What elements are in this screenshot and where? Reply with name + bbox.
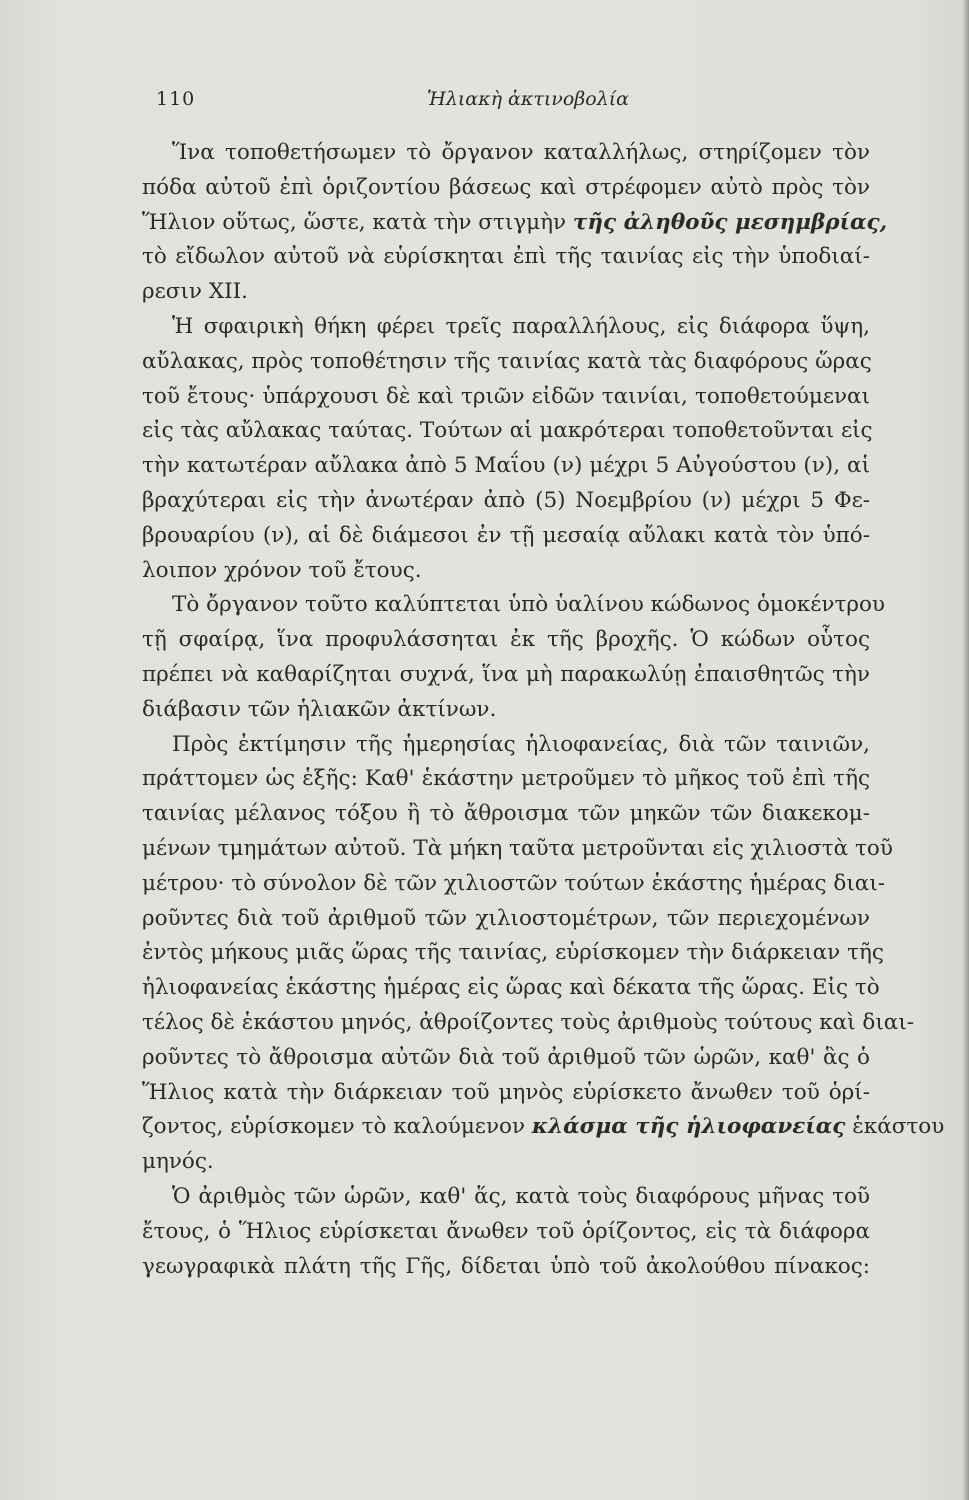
text-run: γεωγραφικὰ πλάτη τῆς Γῆς, δίδεται ὑπὸ τοῦ ἀκολούθου πίνακος: [142, 1253, 870, 1279]
text-line [142, 1215, 870, 1250]
text-run: ἐντὸς μήκους μιᾶς ὥρας τῆς ταινίας, εὑρίσκομεν τὴν διάρκειαν τῆς [142, 940, 884, 966]
text-run: λοιπον χρόνον τοῦ ἔτους. [142, 557, 422, 583]
text-line [142, 484, 870, 519]
text-line [142, 449, 870, 484]
text-run: Ἥλιος κατὰ τὴν διάρκειαν τοῦ μηνὸς εὑρίσκετο ἄνωθεν τοῦ ὁρί- [142, 1079, 870, 1105]
running-head [142, 88, 874, 118]
text-run: ἡλιοφανείας ἑκάστης ἡμέρας εἰς ὥρας καὶ δέκατα τῆς ὥρας. Εἰς τὸ [142, 975, 880, 1001]
text-run: τέλος δὲ ἑκάστου μηνός, ἀθροίζοντες τοὺς ἀριθμοὺς τούτους καὶ διαι- [142, 1009, 915, 1035]
text-run: ροῦντες διὰ τοῦ ἀριθμοῦ τῶν χιλιοστομέτρων, τῶν περιεχομένων [142, 905, 870, 931]
text-line [142, 310, 870, 345]
text-line [142, 1250, 870, 1285]
text-run: ἑκάστου [845, 1114, 945, 1140]
text-line [142, 1076, 870, 1111]
text-run: πρέπει νὰ καθαρίζηται συχνά, ἵνα μὴ παρακωλύῃ ἐπαισθητῶς τὴν [142, 661, 870, 687]
text-line [142, 728, 870, 763]
text-run: Ἥλιον οὕτως, ὥστε, κατὰ τὴν στιγμὴν [142, 209, 573, 235]
text-line [142, 832, 893, 867]
text-line [142, 1145, 870, 1180]
text-run: ροῦντες τὸ ἄθροισμα αὐτῶν διὰ τοῦ ἀριθμοῦ τῶν ὡρῶν, καθ' ἃς ὁ [142, 1044, 870, 1070]
text-run: Ἡ σφαιρικὴ θήκη φέρει τρεῖς παραλλήλους, εἰς διάφορα ὕψη, [172, 313, 870, 339]
text-line [142, 658, 870, 693]
text-line [142, 171, 870, 206]
text-run: μέτρου· τὸ σύνολον δὲ τῶν χιλιοστῶν τούτων ἑκάστης ἡμέρας διαι- [142, 870, 886, 896]
text-line [142, 275, 870, 310]
text-run: ζοντος, εὑρίσκομεν τὸ καλούμενον [142, 1114, 532, 1140]
text-run: Ἵνα τοποθετήσωμεν τὸ ὄργανον καταλλήλως, στηρίζομεν τὸν [172, 140, 870, 165]
body-text [142, 136, 945, 1284]
text-run: μηνός. [142, 1149, 214, 1175]
text-run: τοῦ ἔτους· ὑπάρχουσι δὲ καὶ τριῶν εἰδῶν ταινίαι, τοποθετούμεναι [142, 383, 870, 409]
text-line [142, 136, 870, 171]
text-line [142, 554, 870, 589]
text-run: ρεσιν XII. [142, 279, 248, 305]
text-run: αὔλακας, πρὸς τοποθέτησιν τῆς ταινίας κατὰ τὰς διαφόρους ὥρας [142, 348, 872, 374]
text-line [142, 345, 870, 380]
page-number: 110 [156, 88, 196, 110]
text-line [142, 588, 885, 623]
text-run: βρουαρίου (ν), αἱ δὲ διάμεσοι ἐν τῇ μεσαίᾳ αὔλακι κατὰ τὸν ὑπό- [142, 522, 870, 548]
text-line [142, 936, 884, 971]
text-line [142, 693, 870, 728]
text-line [142, 797, 870, 832]
emphasized-text: τῆς ἀληθοῦς μεσημβρίας, [572, 209, 888, 235]
text-line [142, 762, 870, 797]
text-run: διάβασιν τῶν ἡλιακῶν ἀκτίνων. [142, 696, 497, 722]
text-line [142, 1006, 915, 1041]
text-run: ἔτους, ὁ Ἥλιος εὑρίσκεται ἄνωθεν τοῦ ὁρίζοντος, εἰς τὰ διάφορα [142, 1218, 870, 1244]
text-line [142, 902, 870, 937]
text-line [142, 414, 873, 449]
text-run: τὸ εἴδωλον αὐτοῦ νὰ εὑρίσκηται ἐπὶ τῆς ταινίας εἰς τὴν ὑποδιαί- [142, 244, 870, 270]
page-heading: Ἡλιακὴ ἀκτινοβολία [426, 88, 630, 110]
text-run: μένων τμημάτων αὐτοῦ. Τὰ μήκη ταῦτα μετροῦνται εἰς χιλιοστὰ τοῦ [142, 835, 893, 861]
text-run: τῇ σφαίρᾳ, ἵνα προφυλάσσηται ἐκ τῆς βροχῆς. Ὁ κώδων οὗτος [142, 627, 870, 653]
text-run: Τὸ ὄργανον τοῦτο καλύπτεται ὑπὸ ὑαλίνου κώδωνος ὁμοκέντρου [172, 592, 885, 618]
text-run: Πρὸς ἐκτίμησιν τῆς ἡμερησίας ἡλιοφανείας, διὰ τῶν ταινιῶν, [172, 731, 870, 757]
text-run: πράττομεν ὡς ἑξῆς: Καθ' ἑκάστην μετροῦμεν τὸ μῆκος τοῦ ἐπὶ τῆς [142, 766, 870, 792]
text-run: Ὁ ἀριθμὸς τῶν ὡρῶν, καθ' ἅς, κατὰ τοὺς διαφόρους μῆνας τοῦ [172, 1183, 870, 1209]
text-line [142, 1180, 870, 1215]
text-line [142, 380, 870, 415]
text-line [142, 1041, 870, 1076]
text-run: εἰς τὰς αὔλακας ταύτας. Τούτων αἱ μακρότεραι τοποθετοῦνται εἰς [142, 418, 873, 444]
text-run: βραχύτεραι εἰς τὴν ἀνωτέραν ἀπὸ (5) Νοεμβρίου (ν) μέχρι 5 Φε- [142, 487, 870, 513]
text-run: πόδα αὐτοῦ ἐπὶ ὁριζοντίου βάσεως καὶ στρέφομεν αὐτὸ πρὸς τὸν [142, 174, 870, 200]
emphasized-text: κλάσμα τῆς ἡλιοφανείας [531, 1114, 846, 1140]
text-line [142, 1110, 945, 1145]
text-line [142, 240, 870, 275]
text-line [142, 206, 888, 241]
text-run: τὴν κατωτέραν αὔλακα ἀπὸ 5 Μαΐου (ν) μέχρι 5 Αὐγούστου (ν), αἱ [142, 453, 870, 479]
text-line [142, 623, 870, 658]
text-run: ταινίας μέλανος τόξου ἢ τὸ ἄθροισμα τῶν μηκῶν τῶν διακεκομ- [142, 801, 870, 827]
page-edge-shadow [963, 0, 969, 1500]
text-line [142, 971, 880, 1006]
text-line [142, 519, 870, 554]
text-line [142, 867, 886, 902]
